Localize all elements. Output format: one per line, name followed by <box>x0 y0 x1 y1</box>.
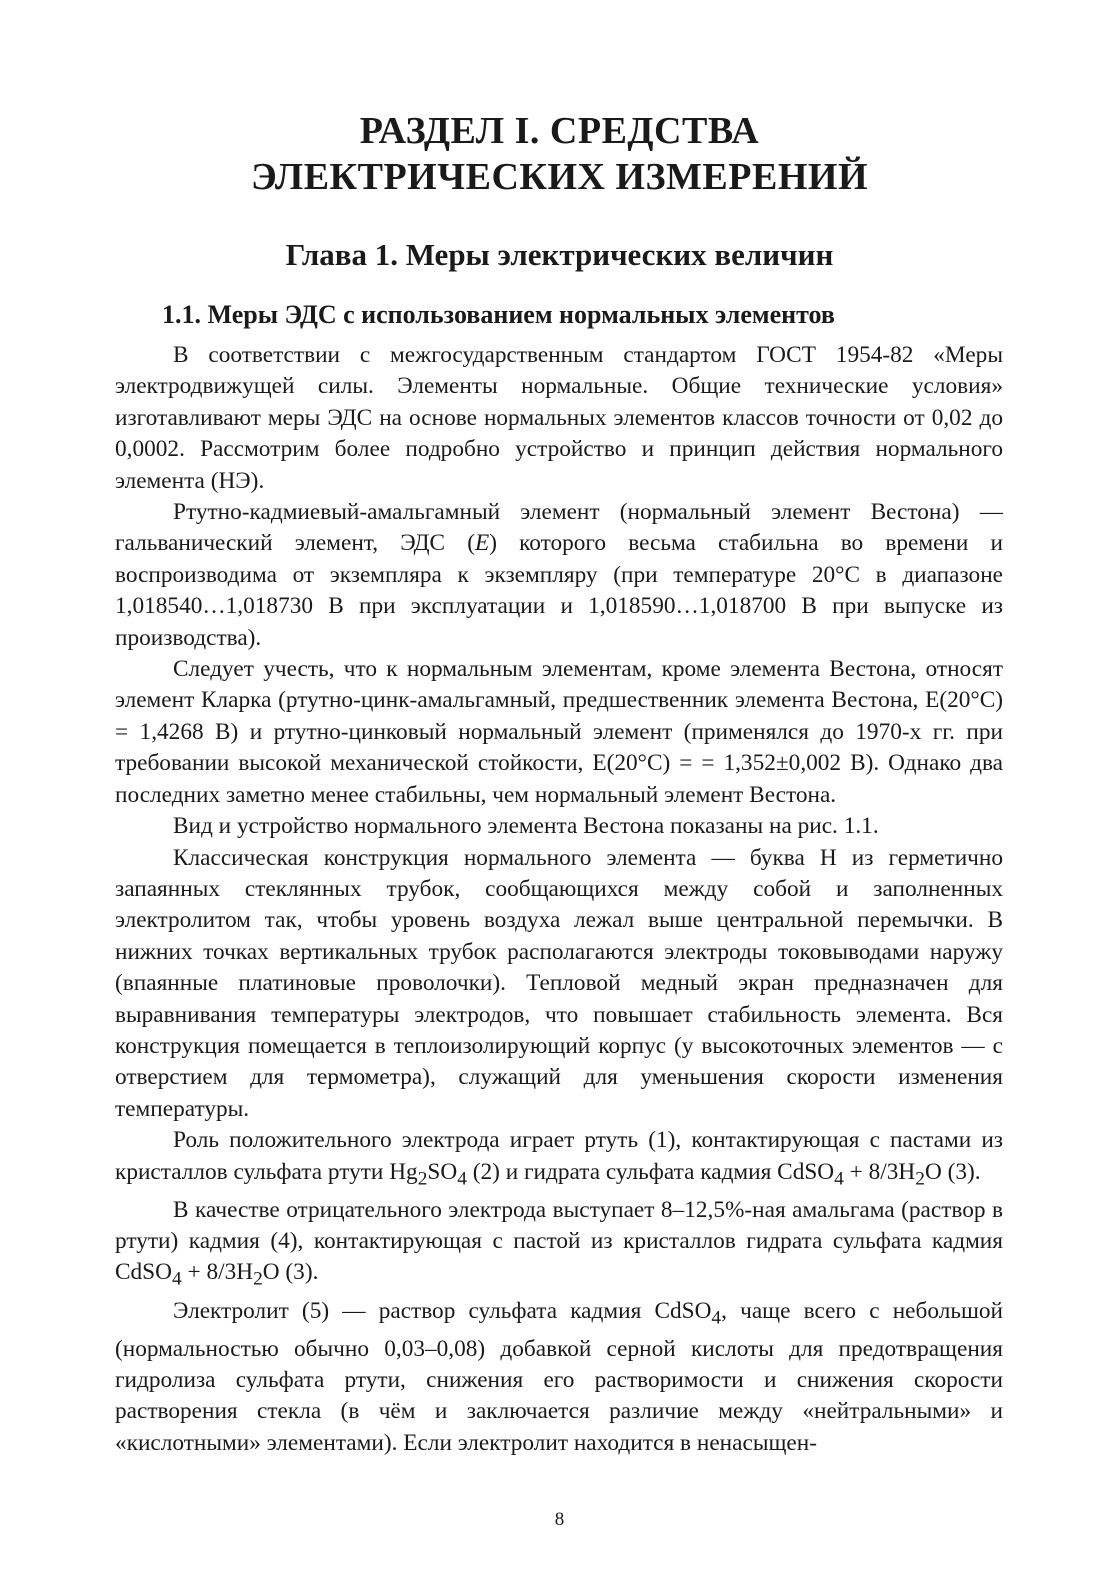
subscript: 4 <box>834 1168 844 1190</box>
paragraph-1: В соответствии с межгосударственным стандартом ГОСТ 1954-82 «Меры электродвижущей силы. Элементы нормальные. Общие технические условия» изготавливают меры ЭДС на основе нормальных элементов классов точности от 0,02 до 0,0002. Рассмотрим более подробно устройство и принцип действия нормального элемента (НЭ). <box>115 342 1003 494</box>
paragraph-6-part-e: O (3). <box>924 1158 981 1185</box>
body-text <box>115 340 1003 1459</box>
subscript: 4 <box>171 1269 182 1291</box>
paragraph-7-part-c: O (3). <box>262 1259 319 1286</box>
paragraph-5: Классическая конструкция нормального элемента — буква Н из герметично запаянных стеклянных трубок, сообщающихся между собой и заполненных электролитом так, чтобы уровень воздуха лежал выше центральной перемычки. В нижних точках вертикальных трубок располагаются электроды токовыводами наружу (впаянные платиновые проволочки). Тепловой медный экран предназначен для выравнивания температуры электродов, что повышает стабильность элемента. Вся конструкция помещается в теплоизолирующий корпус (у высокоточных элементов — с отверстием для термометра), служащий для уменьшения скорости изменения температуры. <box>115 844 1003 1122</box>
paragraph-7-part-a: В качестве отрицательного электрода выступает 8–12,5%-ная амальгама (раствор в ртути) кадмия (4), контактирующая с пастой из кристаллов гидрата сульфата кадмия CdSO <box>115 1196 1003 1286</box>
emf-symbol: Е <box>474 530 490 557</box>
paragraph-6-part-b: SO <box>427 1158 458 1185</box>
paragraph-7-part-b: + 8/3H <box>181 1259 254 1286</box>
paragraph-2 <box>115 497 1003 654</box>
paragraph-2-part-a: Ртутно-кадмиевый-амальгамный элемент (нормальный элемент Вестона) — гальванический элемент, ЭДС ( <box>115 499 1003 557</box>
subscript: 4 <box>457 1168 467 1190</box>
section-title: 1.1. Меры ЭДС с использованием нормальных элементов <box>162 300 835 329</box>
subscript: 2 <box>417 1168 428 1190</box>
paragraph-3: Следует учесть, что к нормальным элементам, кроме элемента Вестона, относят элемент Кларка (ртутно-цинк-амальгамный, предшественник элемента Вестона, Е(20°С) = 1,4268 В) и ртутно-цинковый нормальный элемент (применялся до 1970-х гг. при требовании высокой механической стойкости, Е(20°С) = = 1,352±0,002 В). Однако два последних заметно менее стабильны, чем нормальный элемент Вестона. <box>115 656 1003 808</box>
paragraph-8-part-b: , чаще всего с небольшой (нормальностью обычно 0,03–0,08) добавкой серной кислоты для предотвращения гидролиза сульфата ртути, снижения его растворимости и снижения скорости растворения стекла (в чём и заключается различие между «нейтральными» и «кислотными» элементами). Если электролит находится в ненасыщен- <box>115 1297 1004 1456</box>
paragraph-7 <box>115 1195 1003 1296</box>
paragraph-6-part-a: Роль положительного электрода играет ртуть (1), контактирующая с пастами из кристаллов сульфата ртути Hg <box>115 1127 1003 1185</box>
page-number: 8 <box>554 1509 565 1530</box>
paragraph-2-part-b: ) которого весьма стабильна во времени и воспроизводима от экземпляра к экземпляру (при температуре 20°С в диапазоне 1,018540…1,018730 В при эксплуатации и 1,018590…1,018700 В при выпуске из производства). <box>115 530 1003 651</box>
subscript: 2 <box>253 1269 263 1291</box>
part-title-line-1: РАЗДЕЛ I. СРЕДСТВА <box>359 110 760 152</box>
paragraph-8-part-a: Электролит (5) — раствор сульфата кадмия CdSO <box>173 1297 712 1324</box>
paragraph-8 <box>115 1296 1003 1460</box>
paragraph-4: Вид и устройство нормального элемента Вестона показаны на рис. 1.1. <box>173 813 879 840</box>
subscript: 4 <box>711 1307 722 1329</box>
part-title <box>0 108 1119 200</box>
chapter-title: Глава 1. Меры электрических величин <box>285 237 834 272</box>
part-title-line-2: ЭЛЕКТРИЧЕСКИХ ИЗМЕРЕНИЙ <box>251 156 868 198</box>
paragraph-6-part-d: + 8/3H <box>843 1158 916 1185</box>
paragraph-6-part-c: (2) и гидрата сульфата кадмия CdSO <box>466 1158 835 1185</box>
paragraph-6 <box>115 1125 1003 1194</box>
subscript: 2 <box>915 1168 925 1190</box>
